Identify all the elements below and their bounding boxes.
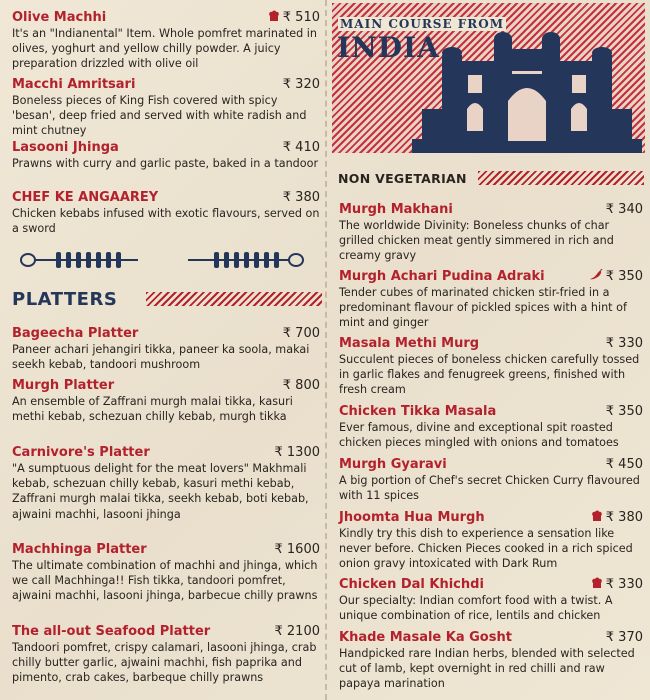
item-description: Succulent pieces of boneless chicken carefully tossed in garlic flakes and fenugreek greens, finished with fresh cream <box>339 353 640 397</box>
item-description: Paneer achari jehangiri tikka, paneer ka soola, makai seekh kebab, tandoori mushroom <box>12 343 310 372</box>
non-vegetarian-heading: NON VEGETARIAN <box>338 171 467 186</box>
item-description: The worldwide Divinity: Boneless chunks of char grilled chicken meat gently simmered in rich and creamy gravy <box>339 219 614 263</box>
item-name: Machhinga Platter <box>12 542 147 557</box>
heading-stripes <box>146 292 322 306</box>
menu-item-chicken-dal-khichdi <box>339 577 645 623</box>
menu-item-olive-machhi <box>12 10 322 72</box>
chef-hat-icon <box>591 577 603 589</box>
item-name: CHEF KE ANGAAREY <box>12 190 159 205</box>
item-name: The all-out Seafood Platter <box>12 624 211 639</box>
item-name: Masala Methi Murg <box>339 336 480 351</box>
price-text: ₹ 510 <box>282 10 320 25</box>
item-name: Murgh Platter <box>12 378 115 393</box>
item-price <box>589 269 643 285</box>
item-name: Lasooni Jhinga <box>12 140 119 155</box>
item-description: Handpicked rare Indian herbs, blended with selected cut of lamb, kept overnight in red chilli and raw papaya marination <box>339 647 635 691</box>
item-price: ₹ 2100 <box>274 624 320 639</box>
chilli-icon <box>589 269 603 281</box>
menu-item-machhinga-platter <box>12 542 322 604</box>
item-name: Olive Machhi <box>12 10 107 25</box>
price-text: ₹ 330 <box>605 577 643 592</box>
menu-item-macchi-amritsari <box>12 77 322 139</box>
menu-item-murgh-achari-pudina-adraki <box>339 269 645 331</box>
item-price: ₹ 370 <box>605 630 643 645</box>
menu-item-lasooni-jhinga <box>12 140 322 171</box>
item-price: ₹ 320 <box>282 77 320 92</box>
item-price <box>591 577 643 593</box>
item-price: ₹ 380 <box>282 190 320 205</box>
price-text: ₹ 380 <box>605 510 643 525</box>
item-description: Tandoori pomfret, crispy calamari, lasooni jhinga, crab chilly butter garlic, ajwaini machhi, fish paprika and pimento, crab cakes, barbeque chilly prawns <box>12 641 317 685</box>
menu-item-khade-masale-ka-gosht <box>339 630 645 692</box>
item-price: ₹ 410 <box>282 140 320 155</box>
item-description: The ultimate combination of machhi and jhinga, which we call Machhinga!! Fish tikka, tandoori pomfret, ajwaini machhi, lasooni jhinga, barbecue chilly prawns <box>12 559 318 603</box>
menu-item-carnivores-platter <box>12 445 322 522</box>
gateway-of-india-illustration <box>412 31 642 153</box>
item-price: ₹ 1300 <box>274 445 320 460</box>
india-banner <box>332 3 645 153</box>
item-name: Chicken Tikka Masala <box>339 404 497 419</box>
item-name: Bageecha Platter <box>12 326 139 341</box>
chef-hat-icon <box>591 510 603 522</box>
item-price: ₹ 330 <box>605 336 643 351</box>
item-description: A big portion of Chef's secret Chicken Curry flavoured with 11 spices <box>339 474 640 503</box>
item-description: It's an "Indianental" Item. Whole pomfret marinated in olives, yoghurt and yellow chilly powder. A juicy preparation drizzled with olive oil <box>12 27 317 71</box>
price-text: ₹ 350 <box>605 269 643 284</box>
item-description: Prawns with curry and garlic paste, baked in a tandoor <box>12 157 319 170</box>
menu-item-chef-ke-angaarey <box>12 190 322 236</box>
item-price <box>268 10 320 26</box>
item-price: ₹ 800 <box>282 378 320 393</box>
item-name: Carnivore's Platter <box>12 445 150 460</box>
item-name: Chicken Dal Khichdi <box>339 577 484 592</box>
item-description: "A sumptuous delight for the meat lovers" Makhmali kebab, schezuan chilly kebab, kasuri methi kebab, Zaffrani murgh malai tikka, seekh kebab, boti kebab, ajwaini machhi, lasooni jhinga <box>12 462 309 521</box>
item-description: Boneless pieces of King Fish covered with spicy 'besan', deep fried and served with white radish and mint chutney <box>12 94 307 138</box>
menu-item-murgh-platter <box>12 378 322 424</box>
item-name: Macchi Amritsari <box>12 77 136 92</box>
item-price <box>591 510 643 526</box>
skewer-icon <box>18 247 306 273</box>
menu-item-chicken-tikka-masala <box>339 404 645 450</box>
menu-item-murgh-gyaravi <box>339 457 645 503</box>
item-name: Murgh Achari Pudina Adraki <box>339 269 545 284</box>
item-price: ₹ 350 <box>605 404 643 419</box>
item-description: Our specialty: Indian comfort food with a twist. A unique combination of rice, lentils and chicken <box>339 594 613 623</box>
item-price: ₹ 340 <box>605 202 643 217</box>
menu-item-murgh-makhani <box>339 202 645 264</box>
menu-item-masala-methi-murg <box>339 336 645 398</box>
chef-hat-icon <box>268 10 280 22</box>
platters-heading: PLATTERS <box>12 289 118 310</box>
banner-subtitle: MAIN COURSE FROM <box>340 17 505 31</box>
item-price: ₹ 1600 <box>274 542 320 557</box>
item-price: ₹ 450 <box>605 457 643 472</box>
item-description: An ensemble of Zaffrani murgh malai tikka, kasuri methi kebab, schezuan chilly kebab, murgh tikka <box>12 395 293 424</box>
heading-stripes <box>478 171 644 185</box>
item-name: Khade Masale Ka Gosht <box>339 630 512 645</box>
item-price: ₹ 700 <box>282 326 320 341</box>
item-name: Jhoomta Hua Murgh <box>339 510 485 525</box>
item-name: Murgh Makhani <box>339 202 453 217</box>
item-description: Chicken kebabs infused with exotic flavours, served on a sword <box>12 207 320 236</box>
menu-item-bageecha-platter <box>12 326 322 372</box>
item-name: Murgh Gyaravi <box>339 457 447 472</box>
menu-item-seafood-platter <box>12 624 322 686</box>
menu-item-jhoomta-hua-murgh <box>339 510 645 572</box>
item-description: Ever famous, divine and exceptional spit roasted chicken pieces mingled with onions and tomatoes <box>339 421 619 450</box>
banner-title: INDIA <box>337 31 440 64</box>
column-divider <box>325 0 327 700</box>
item-description: Tender cubes of marinated chicken stir-fried in a predominant flavour of pickled spices with a hint of mint and ginger <box>339 286 627 330</box>
item-description: Kindly try this dish to experience a sensation like never before. Chicken Pieces cooked in a rich spiced onion gravy intoxicated with Dark Rum <box>339 527 633 571</box>
